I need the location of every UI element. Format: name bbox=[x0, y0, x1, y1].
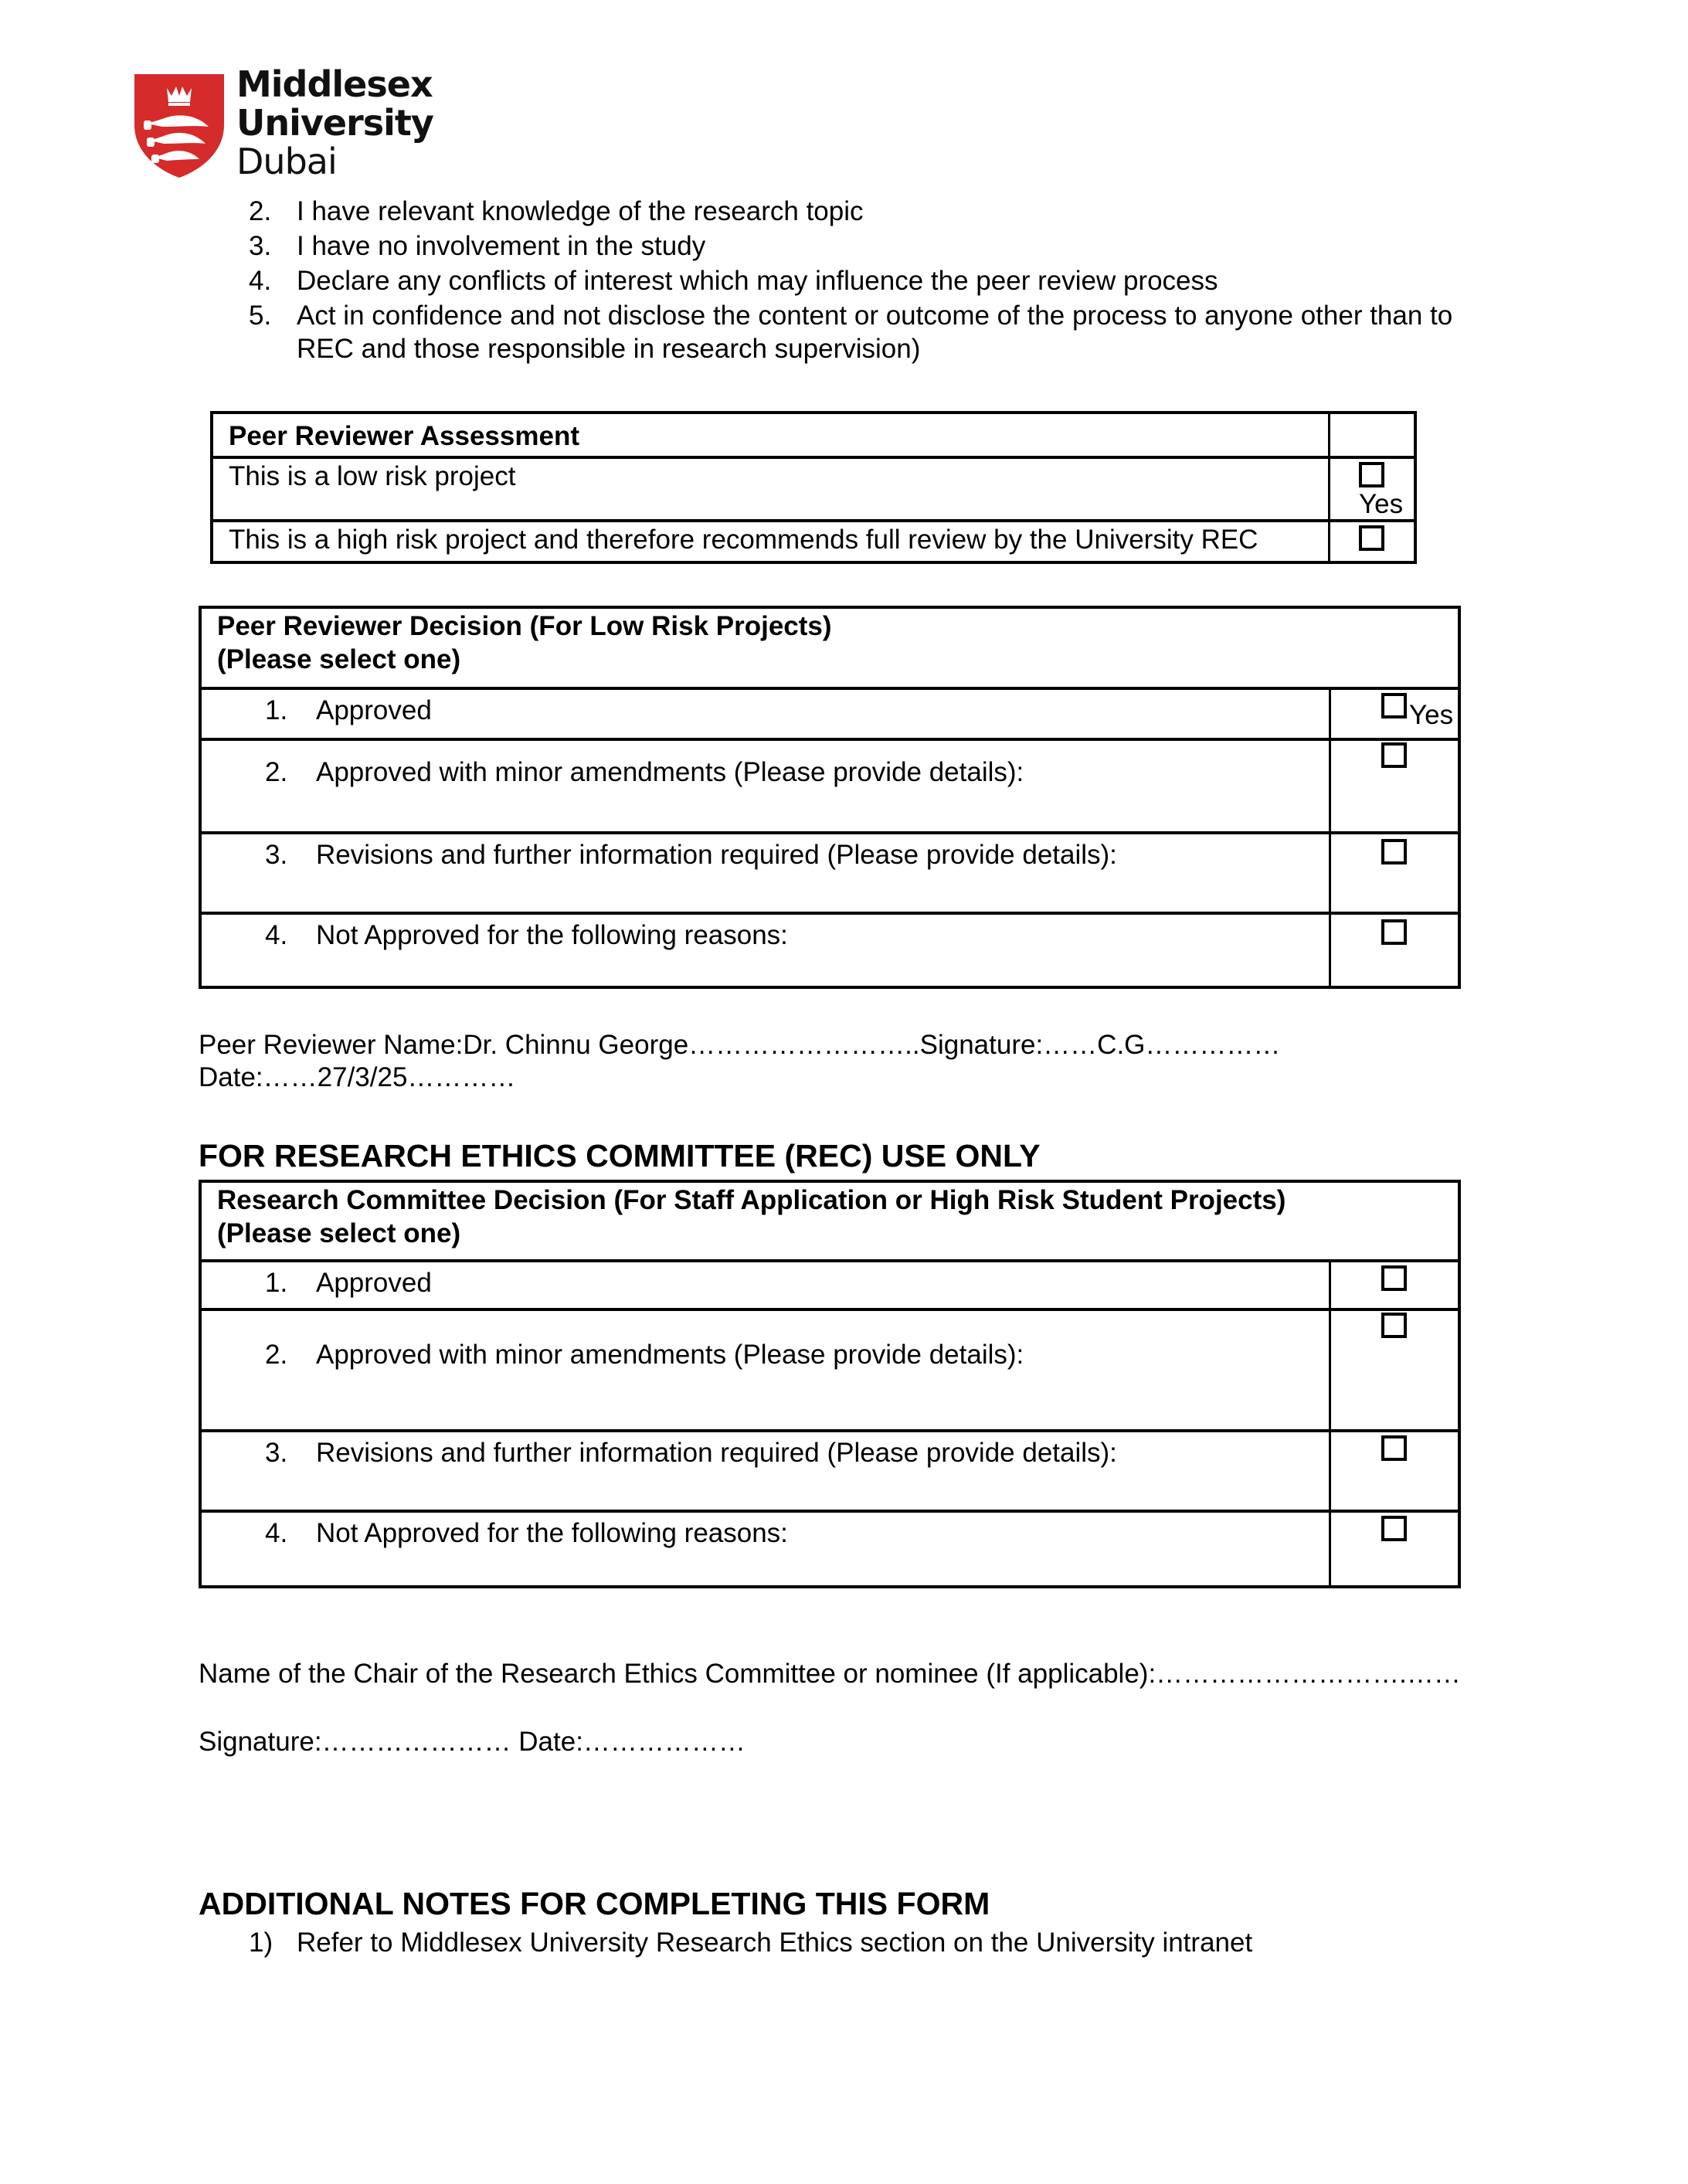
yes-annotation: Yes bbox=[1359, 489, 1404, 519]
option-label: Approved with minor amendments (Please provide details): bbox=[316, 757, 1024, 787]
chair-name-line: Name of the Chair of the Research Ethics Committee or nominee (If applicable):……………………….…… bbox=[199, 1659, 1461, 1689]
option-number: 3. bbox=[265, 840, 288, 870]
option-label: Revisions and further information required (Please provide details): bbox=[316, 1438, 1117, 1468]
rec-not-approved-checkbox[interactable] bbox=[1381, 1516, 1407, 1541]
option-label: Approved bbox=[316, 1268, 432, 1298]
option-label: Approved bbox=[316, 695, 432, 725]
option-label: Not Approved for the following reasons: bbox=[316, 1518, 788, 1548]
column-divider bbox=[1329, 1513, 1331, 1588]
option-number: 2. bbox=[265, 757, 288, 787]
column-divider bbox=[1329, 1262, 1331, 1308]
option-label: Revisions and further information required (Please provide details): bbox=[316, 840, 1117, 870]
option-number: 1. bbox=[265, 1268, 288, 1298]
rec-approved-checkbox[interactable] bbox=[1381, 1265, 1407, 1291]
item-number: 3. bbox=[249, 231, 272, 261]
row-label: This is a high risk project and therefore recommends full review by the University REC bbox=[229, 525, 1258, 555]
approved-checkbox[interactable] bbox=[1381, 693, 1407, 718]
minor-amendments-checkbox[interactable] bbox=[1381, 742, 1407, 768]
option-number: 4. bbox=[265, 1518, 288, 1548]
item-text: Act in confidence and not disclose the content or outcome of the process to anyone other than to bbox=[297, 301, 1453, 331]
option-number: 1. bbox=[265, 695, 288, 725]
chair-signature-date-line: Signature:………………… Date:……………… bbox=[199, 1727, 746, 1757]
column-divider bbox=[1329, 741, 1331, 831]
item-text: REC and those responsible in research supervision) bbox=[297, 334, 921, 364]
table-title: Research Committee Decision (For Staff Application or High Risk Student Projects) bbox=[217, 1185, 1286, 1215]
decision-row-not-approved bbox=[202, 912, 1458, 989]
decision-row-approved bbox=[202, 687, 1458, 738]
rec-row-revisions bbox=[202, 1429, 1458, 1510]
table-subtitle: (Please select one) bbox=[217, 1218, 461, 1248]
rec-revisions-checkbox[interactable] bbox=[1381, 1435, 1407, 1461]
logo-line-dubai: Dubai bbox=[236, 141, 337, 182]
decision-row-minor-amendments bbox=[202, 738, 1458, 831]
additional-notes-heading: ADDITIONAL NOTES FOR COMPLETING THIS FORM bbox=[199, 1886, 990, 1921]
peer-reviewer-decision-table bbox=[199, 606, 1461, 989]
revisions-checkbox[interactable] bbox=[1381, 839, 1407, 864]
option-number: 2. bbox=[265, 1340, 288, 1370]
reviewer-date-line: Date:……27/3/25………… bbox=[199, 1062, 516, 1092]
peer-reviewer-assessment-table bbox=[210, 411, 1417, 564]
rec-minor-amendments-checkbox[interactable] bbox=[1381, 1313, 1407, 1338]
column-divider bbox=[1329, 1432, 1331, 1510]
logo-line-middlesex: Middlesex bbox=[236, 63, 433, 105]
column-divider bbox=[1329, 915, 1331, 989]
assessment-row-low-risk bbox=[213, 456, 1414, 519]
item-number: 5. bbox=[249, 301, 272, 331]
note-text: Refer to Middlesex University Research Ethics section on the University intranet bbox=[297, 1928, 1253, 1958]
reviewer-name-signature-line: Peer Reviewer Name:Dr. Chinnu George……………………..Signature:……C.G…………… bbox=[199, 1030, 1281, 1060]
item-text: Declare any conflicts of interest which may influence the peer review process bbox=[297, 266, 1218, 296]
decision-row-revisions bbox=[202, 831, 1458, 912]
column-divider bbox=[1329, 690, 1331, 738]
table-title: Peer Reviewer Decision (For Low Risk Projects) bbox=[217, 611, 832, 641]
note-number: 1) bbox=[249, 1928, 273, 1958]
declaration-item-continuation bbox=[297, 333, 920, 365]
table-subtitle: (Please select one) bbox=[217, 644, 461, 674]
logo-wordmark bbox=[236, 65, 433, 181]
low-risk-checkbox[interactable] bbox=[1359, 462, 1384, 487]
item-number: 2. bbox=[249, 196, 272, 226]
column-divider bbox=[1329, 834, 1331, 912]
option-label: Approved with minor amendments (Please provide details): bbox=[316, 1340, 1024, 1370]
logo-line-university: University bbox=[236, 102, 433, 144]
item-number: 4. bbox=[249, 266, 272, 296]
rec-row-not-approved bbox=[202, 1510, 1458, 1588]
rec-section-heading: FOR RESEARCH ETHICS COMMITTEE (REC) USE ONLY bbox=[199, 1138, 1041, 1174]
rec-row-minor-amendments bbox=[202, 1308, 1458, 1429]
option-label: Not Approved for the following reasons: bbox=[316, 920, 788, 950]
rec-row-approved bbox=[202, 1259, 1458, 1308]
not-approved-checkbox[interactable] bbox=[1381, 919, 1407, 945]
option-number: 3. bbox=[265, 1438, 288, 1468]
assessment-row-high-risk bbox=[213, 519, 1414, 564]
high-risk-checkbox[interactable] bbox=[1359, 525, 1384, 551]
shield-crest-icon bbox=[131, 71, 227, 179]
rec-decision-table bbox=[199, 1180, 1461, 1588]
university-logo bbox=[131, 63, 433, 185]
row-label: This is a low risk project bbox=[229, 461, 516, 491]
item-text: I have no involvement in the study bbox=[297, 231, 706, 261]
column-divider bbox=[1329, 1311, 1331, 1429]
option-number: 4. bbox=[265, 920, 288, 950]
table-title: Peer Reviewer Assessment bbox=[229, 421, 579, 451]
item-text: I have relevant knowledge of the research topic bbox=[297, 196, 864, 226]
yes-annotation: Yes bbox=[1409, 700, 1454, 730]
